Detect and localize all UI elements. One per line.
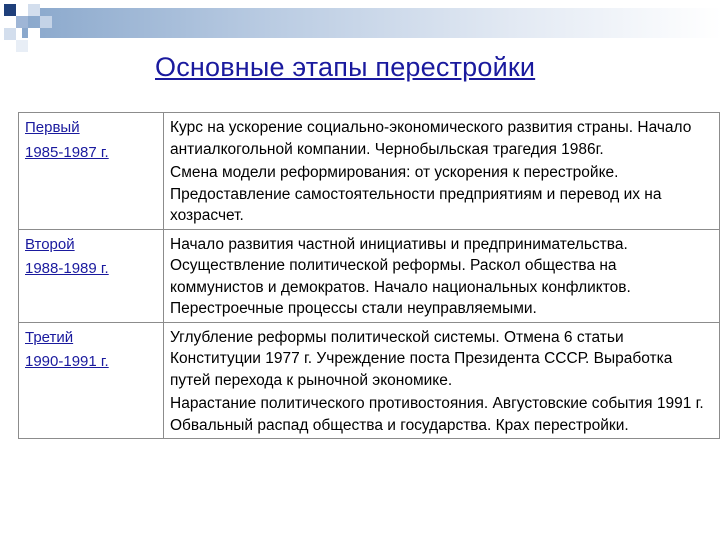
header-gradient-bar [22, 8, 720, 38]
period-name[interactable]: Третий [25, 328, 74, 346]
period-years[interactable]: 1988-1989 г. [25, 260, 109, 277]
period-years[interactable]: 1990-1991 г. [25, 353, 109, 370]
periods-table [18, 112, 720, 439]
decor-square [4, 16, 16, 28]
description-cell [164, 229, 720, 322]
decor-square [16, 4, 28, 16]
description-paragraph: Углубление реформы политической системы. Отмена 6 статьи Конституции 1977 г. Учреждение поста Президента СССР. Выработка путей перехода к рыночной экономике. [170, 328, 673, 389]
period-name[interactable]: Первый [25, 119, 80, 136]
period-cell [19, 113, 164, 230]
period-cell [19, 229, 164, 322]
table-row [19, 229, 720, 322]
period-cell [19, 322, 164, 439]
decor-square [4, 4, 16, 16]
period-name[interactable]: Второй [25, 235, 75, 253]
table-row [19, 113, 720, 230]
decor-square [28, 4, 40, 16]
description-cell [164, 322, 720, 439]
description-paragraph: Нарастание политического противостояния. Августовские события 1991 г. Обвальный распад общества и государства. Крах перестройки. [170, 395, 704, 434]
decor-square [16, 16, 28, 28]
description-paragraph: Курс на ускорение социально-экономического развития страны. Начало антиалкогольной компании. Чернобыльская трагедия 1986г. [170, 119, 692, 158]
description-paragraph: Начало развития частной инициативы и предпринимательства. Осуществление политической реформы. Раскол общества на коммунистов и демократов. Начало национальных конфликтов. Перестроечные процессы стали неуправляемыми. [170, 235, 631, 317]
period-years[interactable]: 1985-1987 г. [25, 143, 109, 161]
description-cell [164, 113, 720, 230]
table-row [19, 322, 720, 439]
page-title: Основные этапы перестройки [155, 52, 536, 82]
description-paragraph: Смена модели реформирования: от ускорения к перестройке. Предоставление самостоятельности предприятиям и перевод их на хозрасчет. [170, 164, 662, 224]
decor-square [16, 40, 28, 52]
header-decoration [0, 0, 720, 60]
decor-square [40, 16, 52, 28]
decor-square [28, 28, 40, 40]
decor-square [4, 28, 16, 40]
